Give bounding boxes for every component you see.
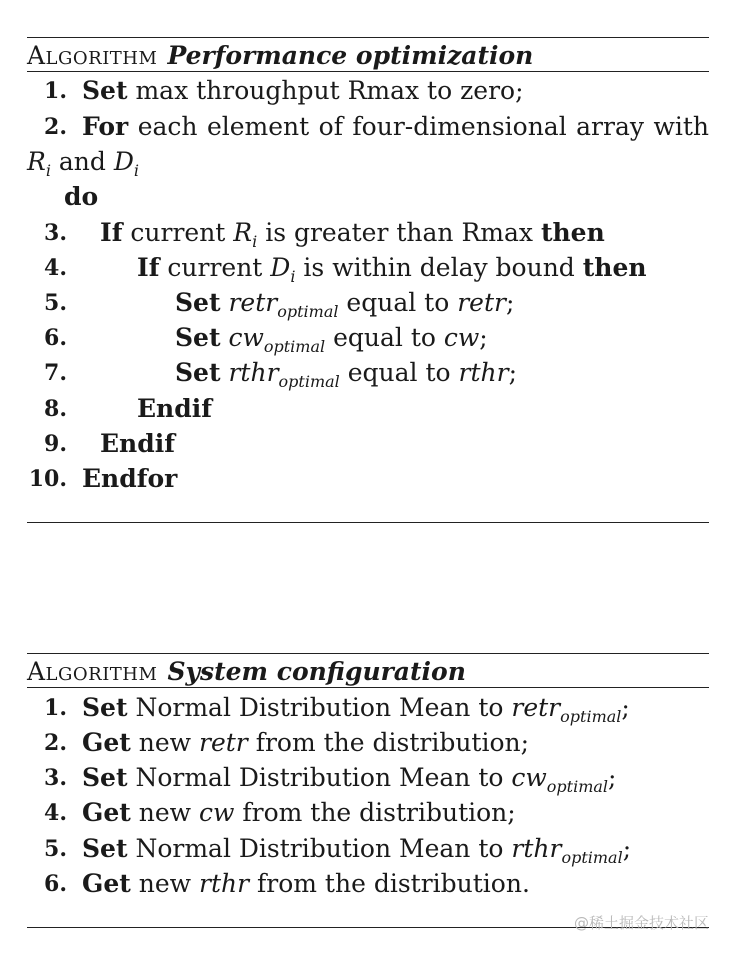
algo1-top-rule: [27, 37, 709, 38]
algo1-label: Algorithm: [27, 41, 158, 70]
algo2-title: [27, 655, 466, 689]
algo1-line-2: 2. For each element of four-dimensional array with: [44, 112, 709, 141]
watermark: @稀土掘金技术社区: [573, 914, 709, 932]
algo1-name: Performance optimization: [167, 41, 534, 70]
algo2-label: Algorithm: [27, 657, 158, 686]
algo1-title-rule: [27, 71, 709, 72]
algo1-bottom-rule: [27, 522, 709, 523]
algo2-title-rule: [27, 687, 709, 688]
algo2-top-rule: [27, 653, 709, 654]
algo1-title: [27, 39, 533, 73]
algo2-name: System configuration: [167, 657, 466, 686]
